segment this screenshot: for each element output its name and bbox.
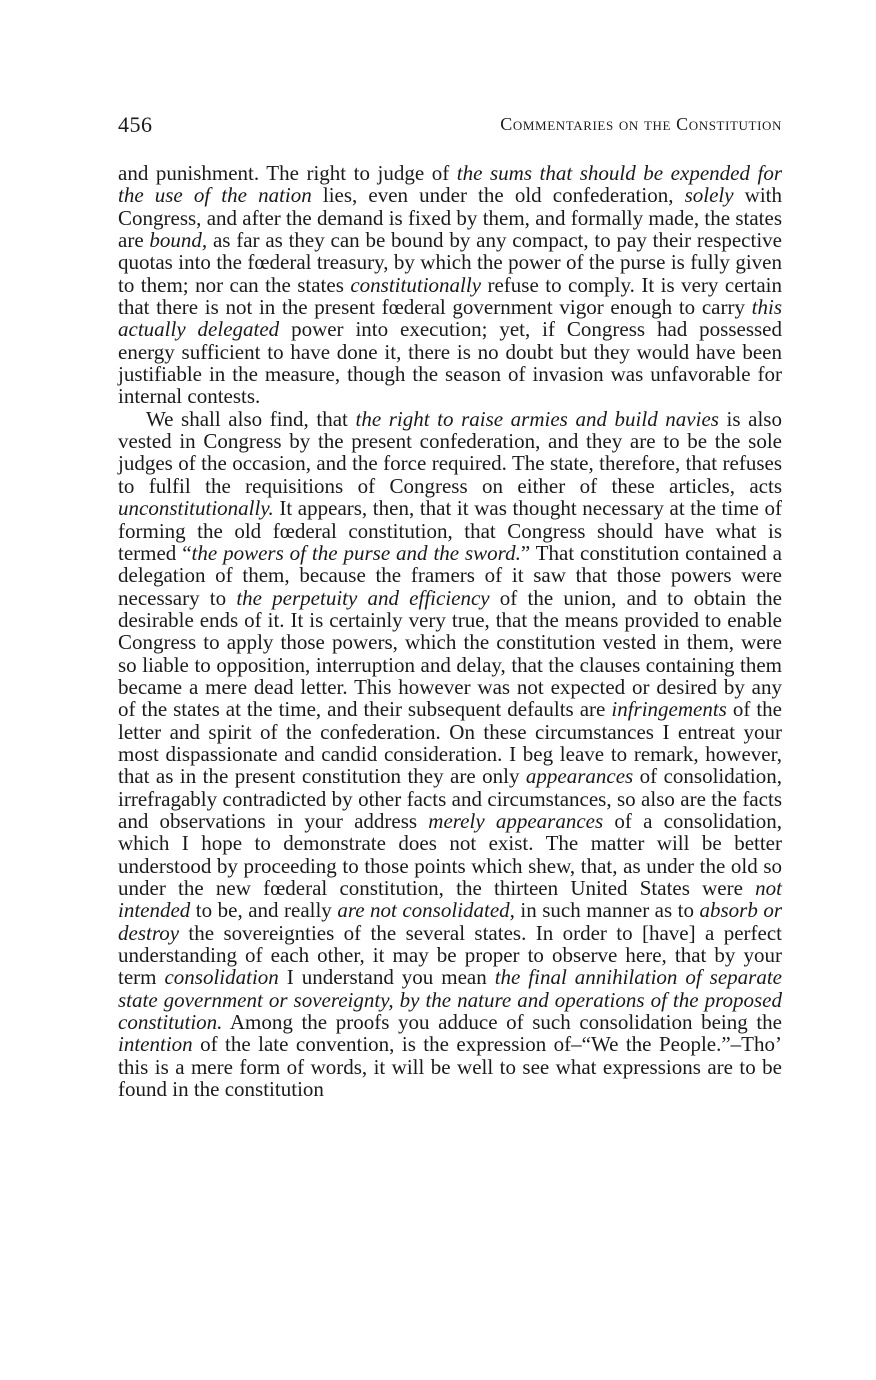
italic-text-segment: are not consolidated,	[337, 898, 515, 923]
text-segment: in such manner as to	[514, 898, 700, 923]
text-segment: as far as they can be bound by any compact, to pay their respective quotas into the fœderal treasury, by which the power of the purse is fully given to them; nor can the states	[118, 228, 782, 297]
italic-text-segment: absorb or destroy	[118, 898, 783, 945]
text-segment: and punishment. The right to judge of	[118, 161, 457, 185]
text-segment: I understand you mean	[278, 965, 495, 990]
body-text	[118, 162, 782, 1100]
text-segment: of consolidation, irrefragably contradicted by other facts and circumstances, so also are the facts and observations in your address	[118, 764, 783, 833]
text-segment: power into execution; yet, if Congress had possessed energy sufficient to have done it, there is no doubt but they would have been justifiable in the measure, though the season of invasion was unfavorable for internal contests.	[118, 317, 782, 409]
italic-text-segment: infringements	[611, 697, 727, 722]
paragraph-2	[118, 408, 782, 1101]
italic-text-segment: the sums that should be expended for the use of the nation	[118, 161, 783, 208]
text-segment: lies, even under the old confederation,	[311, 183, 685, 208]
text-segment: to be, and really	[190, 898, 338, 923]
book-title: Commentaries on the Constitution	[500, 114, 782, 134]
text-segment: of the union, and to obtain the desirable ends of it. It is certainly very true, that the means provided to enable Congress to apply those powers, which the constitution vested in them, were so liable to opposition, interruption and delay, that the clauses containing them became a mere dead letter. This however was not expected or desired by any of the states at the time, and their subsequent defaults are	[118, 585, 782, 722]
paragraph-1	[118, 162, 782, 408]
italic-text-segment: bound,	[149, 228, 208, 253]
text-segment: We shall also find, that	[146, 406, 356, 431]
italic-text-segment: merely appearances	[428, 808, 604, 833]
italic-text-segment: unconstitutionally.	[118, 496, 274, 521]
italic-text-segment: solely	[684, 183, 734, 208]
italic-text-segment: the perpetuity and efficiency	[236, 585, 490, 610]
page-number: 456	[118, 112, 153, 137]
text-segment: ” That constitution contained a delegation of them, because the framers of it saw that those powers were necessary to	[118, 540, 782, 610]
running-head	[118, 112, 782, 138]
text-segment: of the letter and spirit of the confederation. On these circumstances I entreat your most dispassionate and candid consideration. I beg leave to remark, however, that as in the present constitution they are only	[118, 697, 782, 789]
italic-text-segment: intention	[118, 1032, 193, 1057]
text-segment: refuse to comply. It is very certain that there is not in the present fœderal government vigor enough to carry	[118, 272, 782, 320]
text-segment: of the late convention, is the expression of–“We the People.”–Tho’ this is a mere form of words, it will be well to see what expressions are to be found in the constitution	[118, 1032, 782, 1102]
italic-text-segment: constitutionally	[350, 272, 482, 297]
italic-text-segment: not intended	[118, 876, 782, 923]
italic-text-segment: this actually delegated	[118, 295, 782, 342]
text-segment: It appears, then, that it was thought necessary at the time of forming the old fœderal constitution, that Congress should have what is termed “	[118, 496, 782, 565]
italic-text-segment: the right to raise armies and build navies	[355, 406, 719, 431]
text-segment: with Congress, and after the demand is fixed by them, and formally made, the states are	[118, 183, 782, 253]
text-segment: Among the proofs you adduce of such consolidation being the	[222, 1010, 782, 1035]
italic-text-segment: the powers of the purse and the sword.	[191, 540, 521, 565]
italic-text-segment: consolidation	[164, 965, 279, 990]
text-segment: of a consolidation, which I hope to demonstrate does not exist. The matter will be better understood by proceeding to those points which shew, that, as under the old so under the new fœderal constitution, the thirteen United States were	[118, 808, 782, 900]
text-segment: is also vested in Congress by the present confederation, and they are to be the sole judges of the occasion, and the force required. The state, therefore, that refuses to fulfil the requisitions of Congress on either of these articles, acts	[118, 406, 782, 498]
italic-text-segment: the final annihilation of separate state government or sovereignty, by the nature and operations of the proposed constitution.	[118, 965, 782, 1035]
text-segment: the sovereignties of the several states. In order to [have] a perfect understanding of each other, it may be proper to observe here, that by your term	[118, 920, 782, 990]
italic-text-segment: appearances	[525, 764, 634, 789]
